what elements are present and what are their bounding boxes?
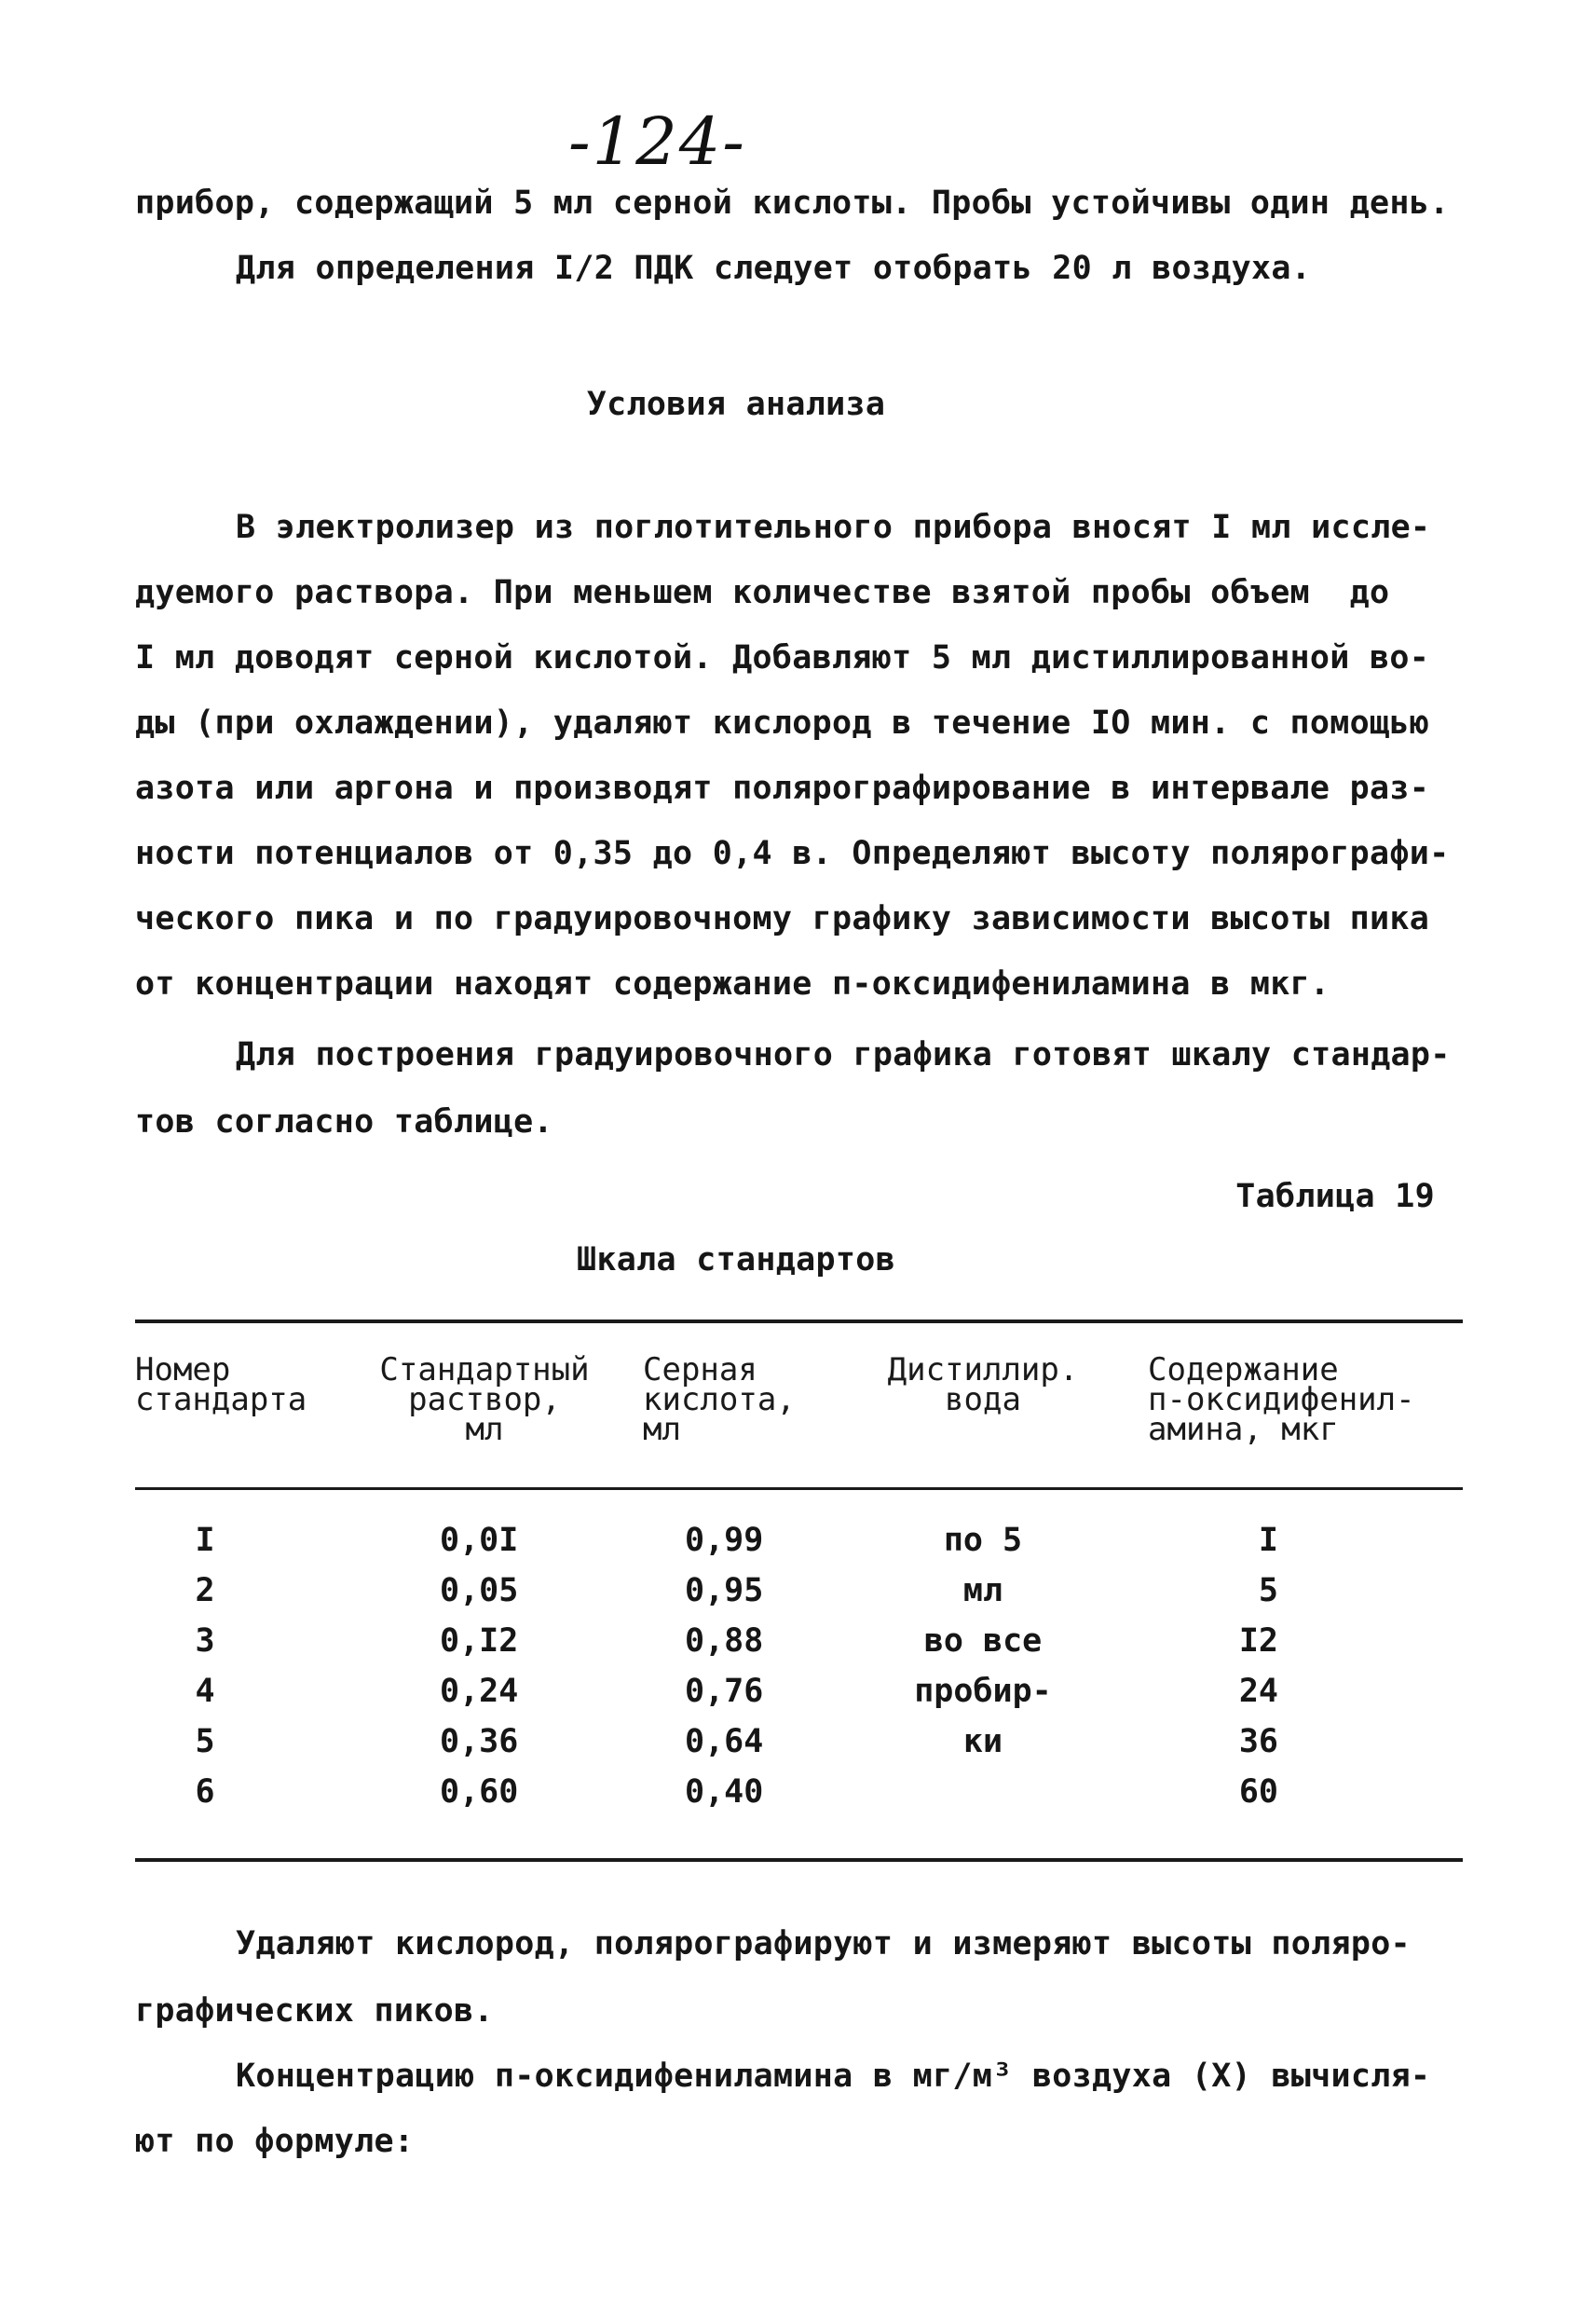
table-header-rule (135, 1487, 1463, 1490)
table-cell: I2 (1238, 1622, 1278, 1660)
table-top-rule (135, 1320, 1463, 1323)
text-line: I мл доводят серной кислотой. Добавляют 5 мл дистиллированной во- (135, 639, 1430, 677)
table-cell: 2 (195, 1572, 215, 1609)
table-cell: 0,88 (685, 1622, 764, 1660)
table-cell: I (1258, 1522, 1278, 1559)
table-cell: 36 (1238, 1723, 1278, 1760)
text-line: прибор, содержащий 5 мл серной кислоты. Пробы устойчивы один день. (135, 185, 1450, 222)
table-cell: 5 (195, 1723, 215, 1760)
table-cell: по 5 (943, 1522, 1023, 1559)
table-cell: 0,76 (685, 1673, 764, 1710)
text-line: графических пиков. (135, 1992, 494, 2030)
table-cell: 0,24 (440, 1673, 519, 1710)
table-cell: во все (923, 1622, 1043, 1660)
table-cell: 60 (1238, 1773, 1278, 1811)
section-title: Условия анализа (586, 386, 886, 423)
table-cell: 4 (195, 1673, 215, 1710)
text-line: В электролизер из поглотительного прибора вносят I мл иссле- (236, 509, 1431, 546)
table-cell: 0,95 (685, 1572, 764, 1609)
col-header-content: Содержание п-оксидифенил- амина, мкг (1148, 1351, 1415, 1448)
text-line: Для построения градуировочного графика готовят шкалу стандар- (236, 1036, 1451, 1073)
table-label: Таблица 19 (1235, 1178, 1435, 1215)
text-line: Для определения I/2 ПДК следует отобрать 20 л воздуха. (236, 250, 1312, 287)
col-header-distilled-water: Дистиллир. вода (887, 1351, 1079, 1418)
text-line: азота или аргона и производят полярографирование в интервале раз- (135, 770, 1430, 807)
table-cell: 0,60 (440, 1773, 519, 1811)
table-cell: 0,40 (685, 1773, 764, 1811)
table-cell: 24 (1238, 1673, 1278, 1710)
table-cell: 0,I2 (440, 1622, 519, 1660)
text-line: Удаляют кислород, полярографируют и измеряют высоты поляро- (236, 1925, 1411, 1962)
text-line: ют по формуле: (135, 2123, 415, 2160)
col-header-sulfuric-acid: Серная кислота, мл (643, 1351, 796, 1448)
table-cell: 0,36 (440, 1723, 519, 1760)
table-cell: 0,05 (440, 1572, 519, 1609)
table-cell: 3 (195, 1622, 215, 1660)
text-line: Концентрацию п-оксидифениламина в мг/м³ воздуха (X) вычисля- (236, 2058, 1431, 2095)
text-line: дуемого раствора. При меньшем количестве взятой пробы объем до (135, 574, 1390, 611)
text-line: ности потенциалов от 0,35 до 0,4 в. Определяют высоту полярографи- (135, 835, 1450, 872)
table-cell: мл (962, 1572, 1003, 1609)
table-cell: 5 (1258, 1572, 1278, 1609)
text-line: от концентрации находят содержание п-оксидифениламина в мкг. (135, 965, 1330, 1003)
table-cell: 0,64 (685, 1723, 764, 1760)
table-bottom-rule (135, 1858, 1463, 1862)
table-cell: 6 (195, 1773, 215, 1811)
table-cell: 0,99 (685, 1522, 764, 1559)
table-cell: пробир- (914, 1673, 1052, 1710)
table-cell: ки (962, 1723, 1003, 1760)
table-cell: 0,0I (440, 1522, 519, 1559)
col-header-standard-solution: Стандартный раствор, мл (379, 1351, 590, 1448)
text-line: ческого пика и по градуировочному графику зависимости высоты пика (135, 900, 1430, 937)
table-title: Шкала стандартов (577, 1241, 895, 1279)
page-number: -124- (568, 103, 746, 180)
col-header-number: Номер стандарта (135, 1351, 307, 1418)
table-cell: I (195, 1522, 215, 1559)
text-line: ды (при охлаждении), удаляют кислород в течение IO мин. с помощью (135, 704, 1430, 742)
text-line: тов согласно таблице. (135, 1103, 553, 1141)
